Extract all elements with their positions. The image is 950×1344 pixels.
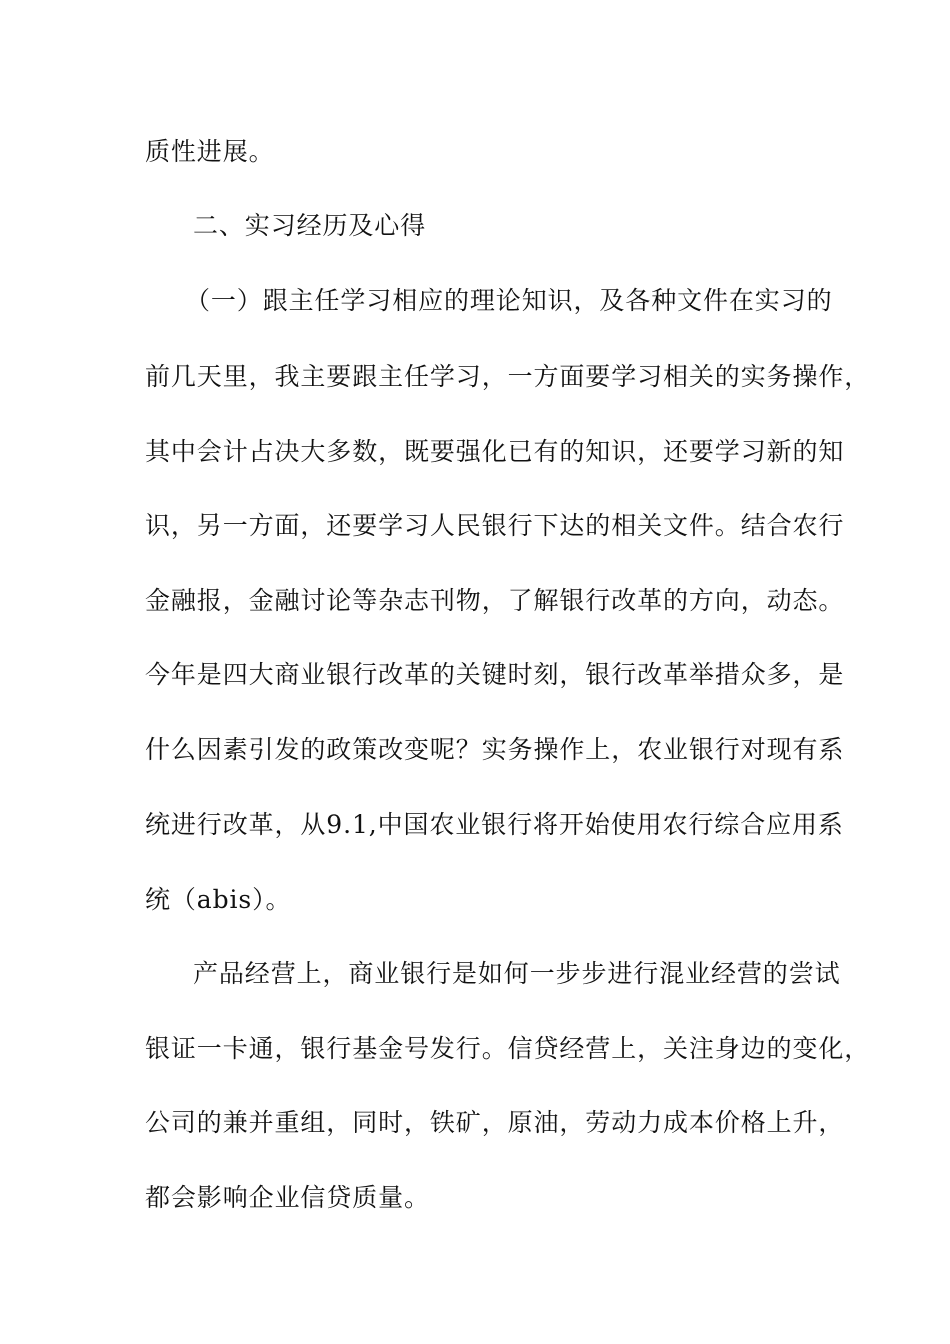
text-line: 其中会计占决大多数，既要强化已有的知识，还要学习新的知: [145, 437, 845, 466]
text-line: 质性进展。: [145, 137, 275, 166]
text-line: 识，另一方面，还要学习人民银行下达的相关文件。结合农行: [145, 511, 845, 540]
text-line: 什么因素引发的政策改变呢？实务操作上，农业银行对现有系: [145, 735, 845, 764]
text-line: 统进行改革，从9.1,中国农业银行将开始使用农行综合应用系: [145, 810, 844, 839]
subsection-heading: （一）跟主任学习相应的理论知识，及各种文件在实习的: [185, 286, 833, 315]
paragraph-start: 产品经营上，商业银行是如何一步步进行混业经营的尝试: [193, 959, 841, 988]
text-line: 统（abis）。: [145, 885, 292, 914]
text-line: 都会影响企业信贷质量。: [145, 1183, 430, 1212]
text-line: 公司的兼并重组，同时，铁矿，原油，劳动力成本价格上升，: [145, 1108, 845, 1137]
text-line: 银证一卡通，银行基金号发行。信贷经营上，关注身边的变化，: [145, 1034, 871, 1063]
text-line: 前几天里，我主要跟主任学习，一方面要学习相关的实务操作，: [145, 362, 871, 391]
text-line: 今年是四大商业银行改革的关键时刻，银行改革举措众多，是: [145, 660, 845, 689]
section-heading: 二、实习经历及心得: [193, 211, 427, 240]
text-line: 金融报，金融讨论等杂志刊物，了解银行改革的方向，动态。: [145, 586, 845, 615]
